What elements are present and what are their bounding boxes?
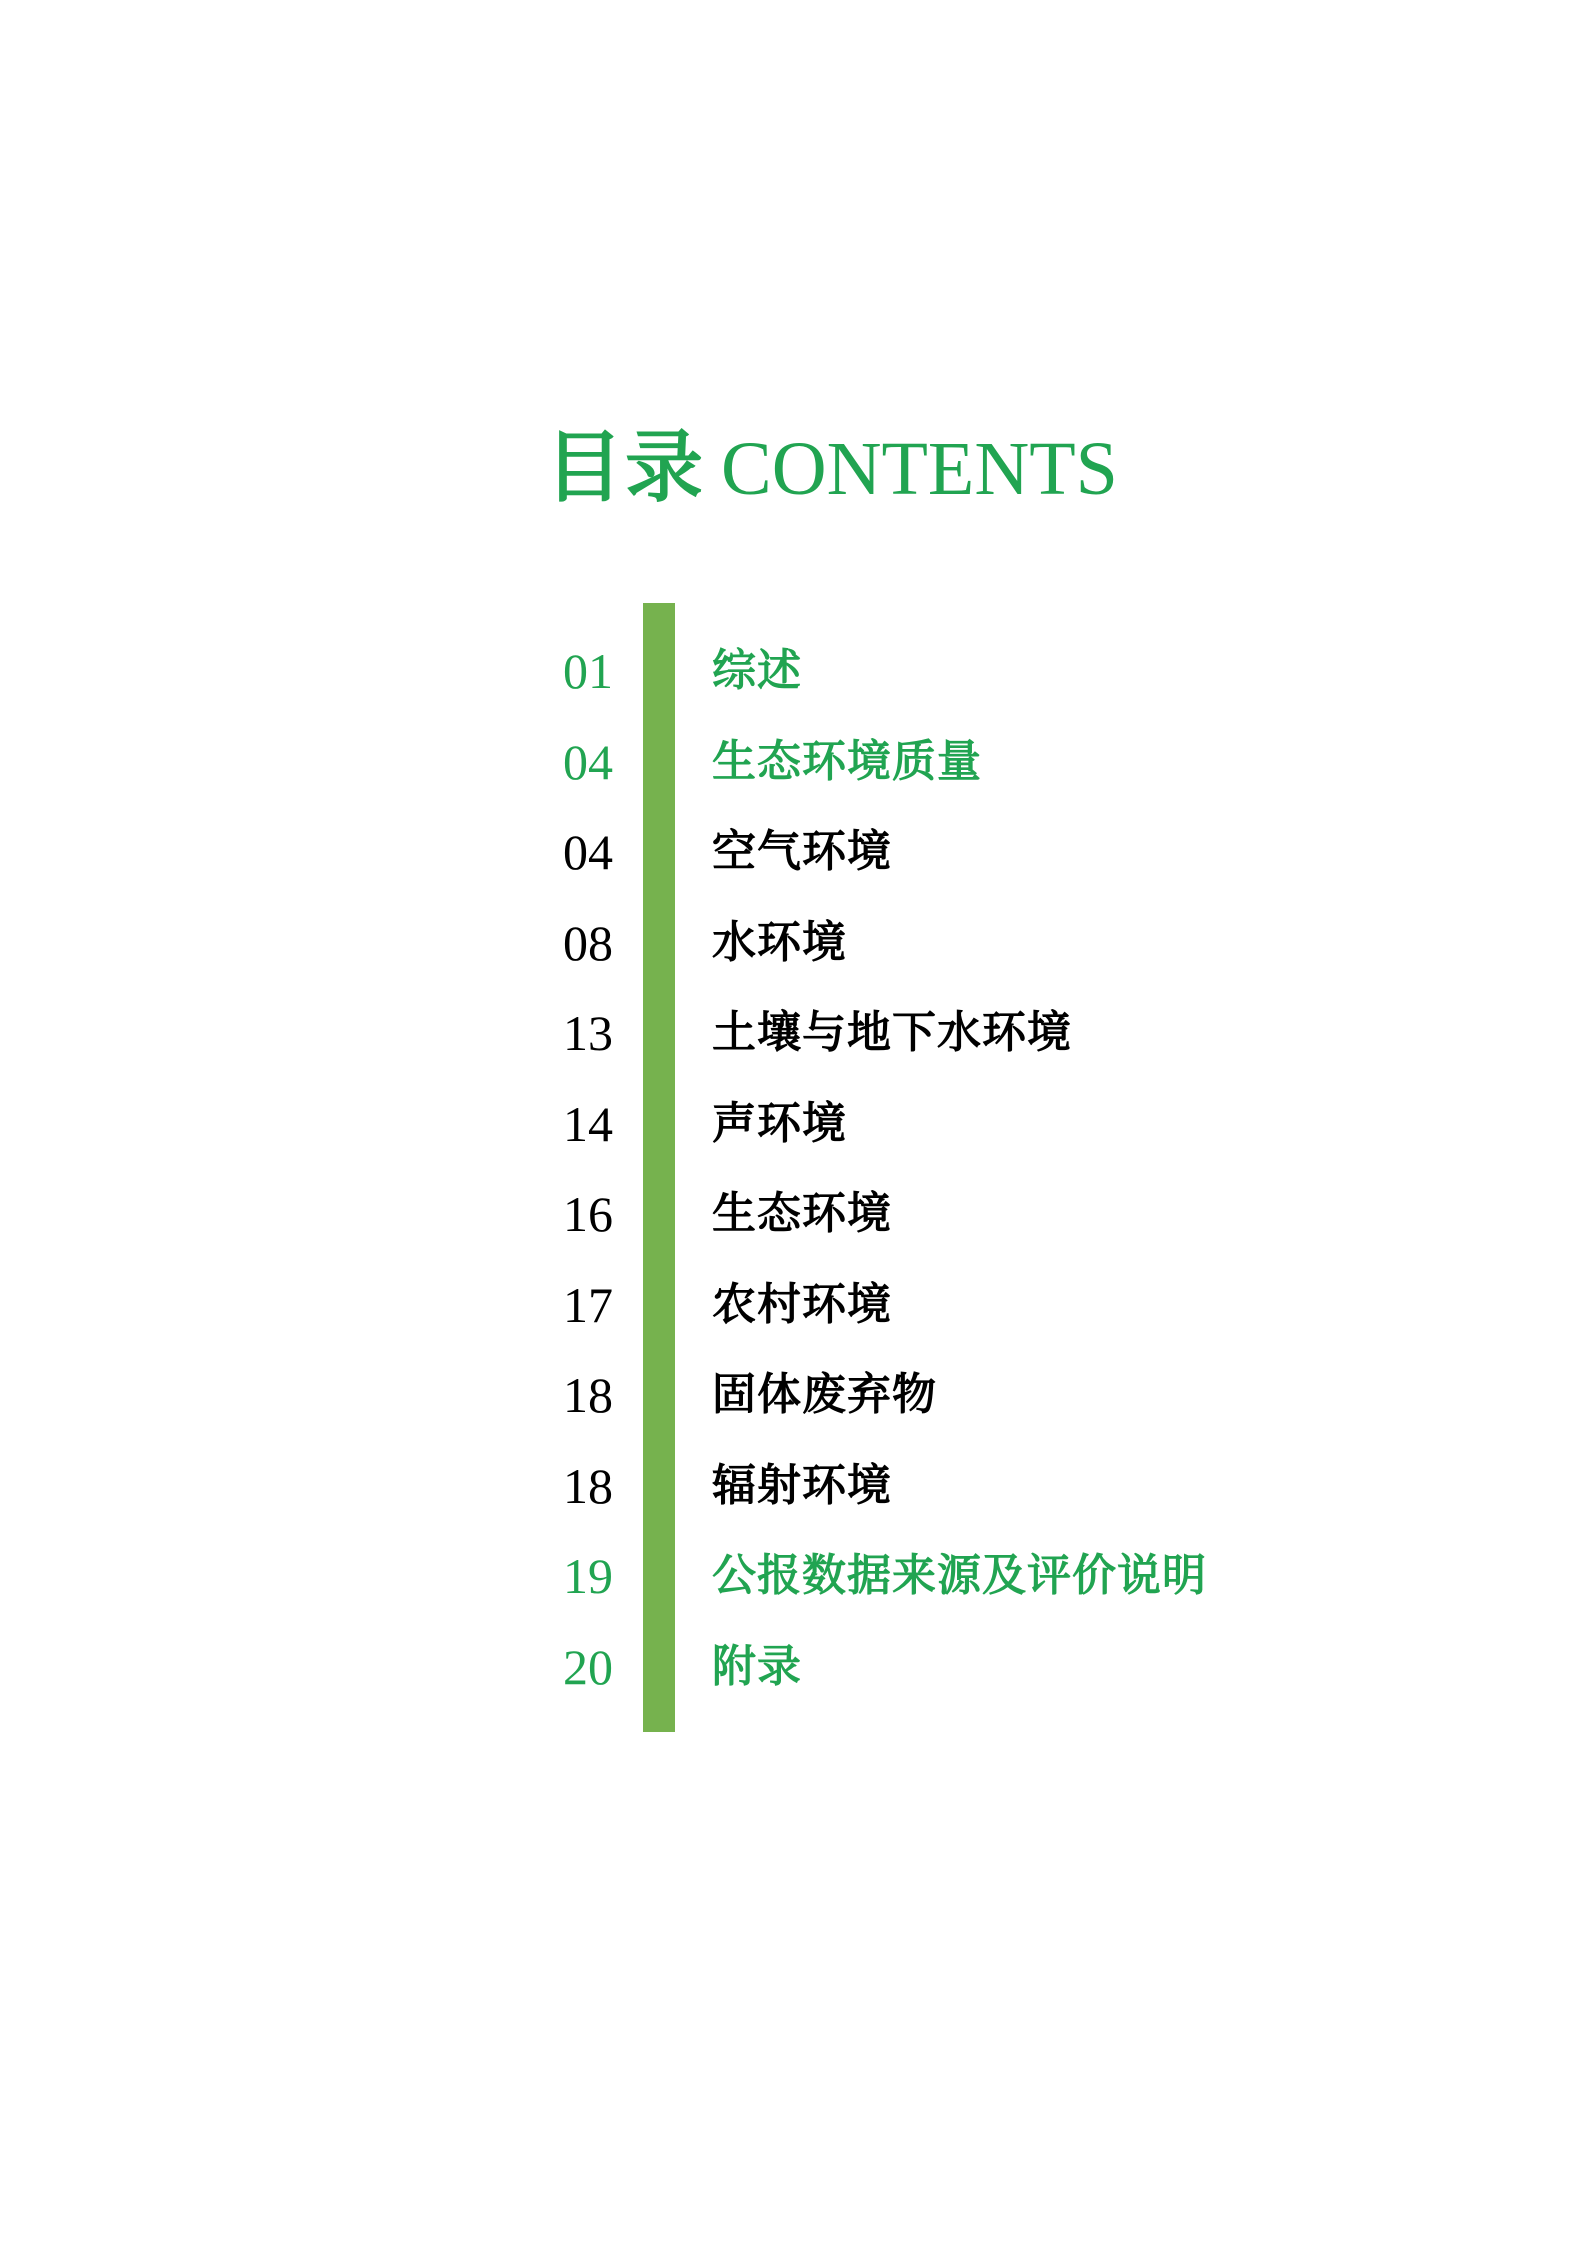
toc-entry-label: 公报数据来源及评价说明: [712, 1551, 1207, 1601]
toc-entry[interactable]: [0, 898, 1587, 989]
toc-page-number: 18: [563, 1367, 613, 1424]
toc-page-number: 20: [563, 1638, 613, 1695]
toc-page-number: 18: [563, 1457, 613, 1514]
toc-entry[interactable]: [0, 1350, 1587, 1441]
toc-entry-label: 固体废弃物: [712, 1370, 937, 1420]
page-title-zh: 目录: [545, 424, 706, 511]
toc-entry[interactable]: [0, 1441, 1587, 1532]
toc-entry-label: 辐射环境: [712, 1460, 892, 1510]
toc-entry[interactable]: [0, 626, 1587, 717]
toc-page-number: 01: [563, 643, 613, 700]
toc-entry-label: 综述: [712, 646, 802, 696]
toc-entry-label: 生态环境: [712, 1189, 892, 1239]
toc-page-number: 19: [563, 1548, 613, 1605]
toc-entry[interactable]: [0, 1169, 1587, 1260]
toc-page-number: 04: [563, 824, 613, 881]
page-title-en: CONTENTS: [721, 427, 1118, 511]
toc-page-number: 14: [563, 1095, 613, 1152]
toc-entry-label: 空气环境: [712, 827, 892, 877]
toc-entry-label: 水环境: [712, 917, 847, 967]
toc-entry[interactable]: [0, 807, 1587, 898]
toc-page-number: 16: [563, 1186, 613, 1243]
toc-entry-label: 土壤与地下水环境: [712, 1008, 1072, 1058]
toc-page-number: 08: [563, 914, 613, 971]
toc-entry[interactable]: [0, 1531, 1587, 1622]
toc-entry-label: 附录: [712, 1641, 802, 1691]
toc-entry-label: 声环境: [712, 1098, 847, 1148]
toc-entry-label: 生态环境质量: [712, 736, 982, 786]
toc-page-number: 04: [563, 733, 613, 790]
toc-entry[interactable]: [0, 1079, 1587, 1170]
toc-page-number: 13: [563, 1005, 613, 1062]
toc-entry[interactable]: [0, 1622, 1587, 1713]
toc-entry[interactable]: [0, 717, 1587, 808]
toc-list: [0, 626, 1587, 1712]
toc-entry-label: 农村环境: [712, 1279, 892, 1329]
page-title: [545, 424, 1118, 511]
toc-entry[interactable]: [0, 988, 1587, 1079]
toc-page-number: 17: [563, 1276, 613, 1333]
toc-entry[interactable]: [0, 1260, 1587, 1351]
